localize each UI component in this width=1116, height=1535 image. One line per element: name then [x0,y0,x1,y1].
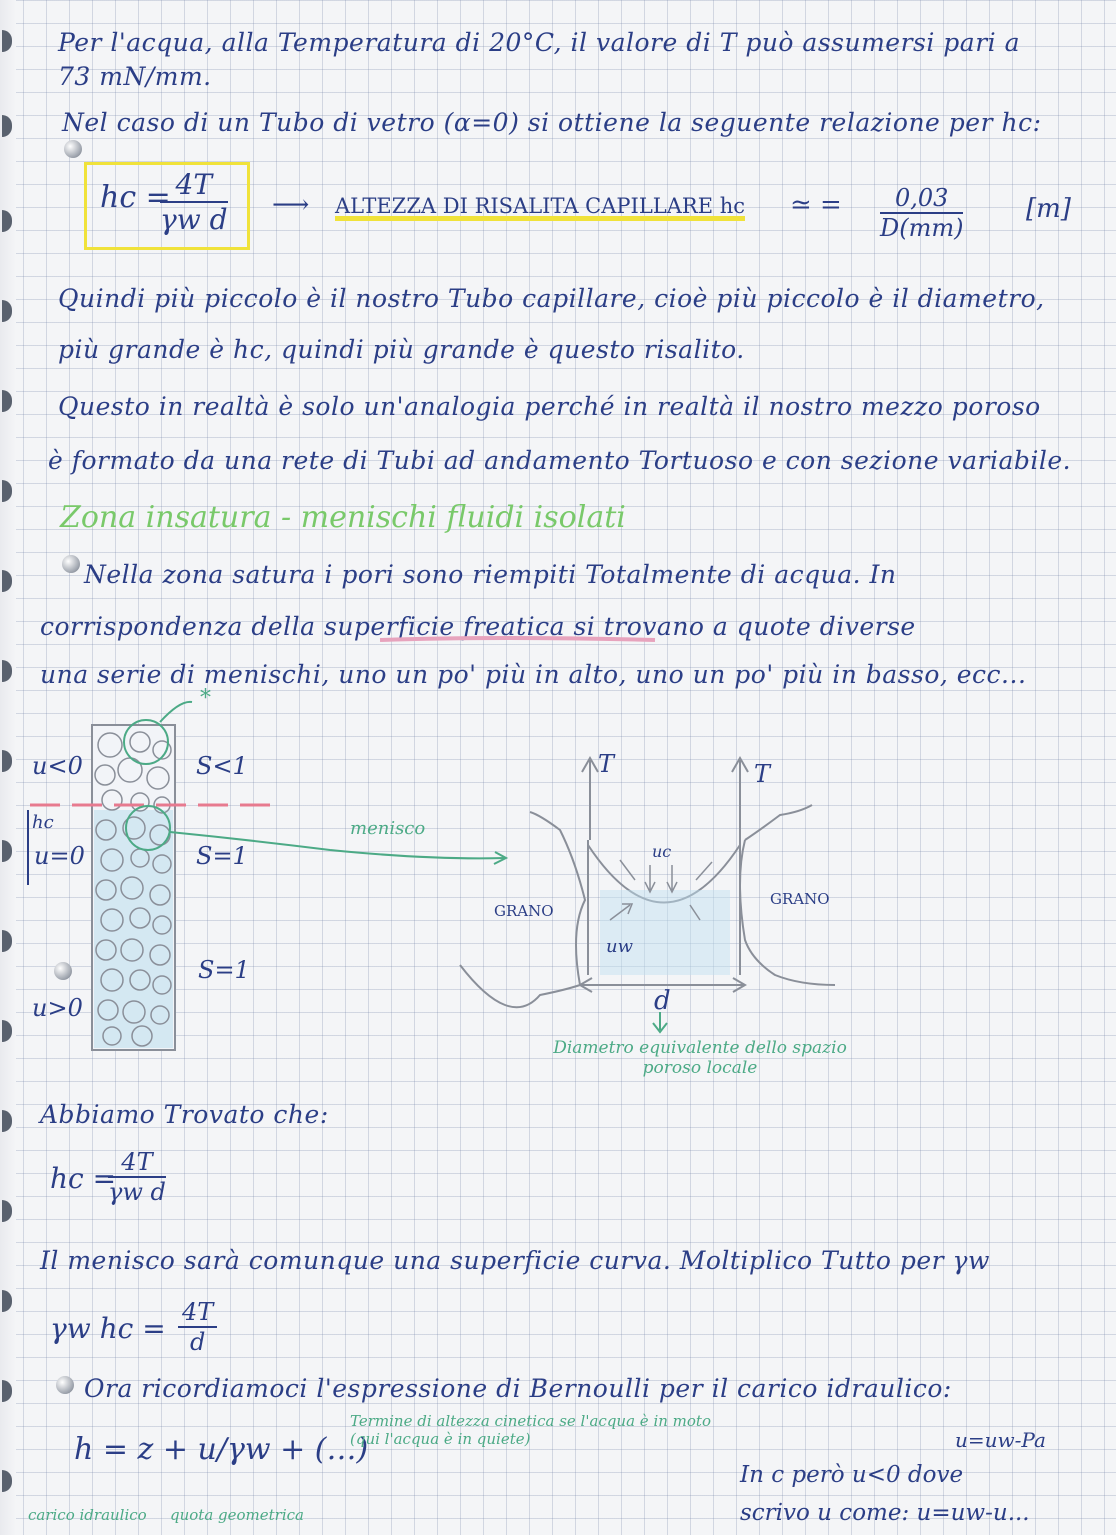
text-line: Ora ricordiamoci l'espressione di Bernoulli per il carico idraulico: [84,1374,952,1403]
fraction-denominator: D(mm) [880,214,964,242]
label-tension-left: T [598,750,615,778]
bernoulli-formula: h = z + u/γw + (…) [74,1432,369,1467]
label-uc: uc [652,842,672,861]
text-line: una serie di menischi, uno un po' più in alto, uno un po' più in basso, ecc... [40,660,1027,689]
kinetic-term-note: Termine di altezza cinetica se l'acqua è in moto (qui l'acqua è in quiete) [350,1412,711,1448]
label-diameter-note: Diametro equivalente dello spazio poroso locale [553,1038,847,1078]
pressure-definition: u=uw-Pa [955,1428,1046,1452]
label-s-1: S=1 [196,842,248,870]
label-s-eq-1: S=1 [198,956,250,984]
pointer-arrow [160,702,192,722]
text-line: corrispondenza della superficie freatica si trovano a quote diverse [40,612,916,641]
label-hc: hc [32,812,54,833]
fraction-numerator: 0,03 [880,184,963,214]
side-note: scrivo u come: u=uw-u... [740,1500,1030,1526]
text-line: più grande è hc, quindi più grande è questo risalito. [58,335,745,364]
unit-label: [m] [1026,194,1071,224]
label-grano-left: GRANO [494,902,554,920]
label-hydraulic-head: carico idraulico [28,1506,147,1524]
text-line: Per l'acqua, alla Temperatura di 20°C, il valore di T può assumersi pari a [58,28,1021,57]
formula-label: ALTEZZA DI RISALITA CAPILLARE hc [335,194,745,218]
fraction-denominator: d [189,1328,206,1356]
text-line: Nel caso di un Tubo di vetro (α=0) si ottiene la seguente relazione per hc: [62,108,1042,137]
fraction-numerator: 4T [160,168,228,203]
label-u-positive: u>0 [32,994,83,1022]
label-uw: uw [606,936,633,957]
section-heading: Zona insatura - menischi fluidi isolati [60,500,626,535]
text-line: 73 mN/mm. [58,62,212,91]
text-line: Nella zona satura i pori sono riempiti Totalmente di acqua. In [84,560,897,589]
label-grano-right: GRANO [770,890,830,908]
fraction-numerator: 4T [108,1148,166,1178]
highlight-underline [380,638,655,640]
text-line: Abbiamo Trovato che: [40,1100,329,1129]
formula-fraction [108,1148,166,1206]
label-s-less-1: S<1 [196,752,248,780]
formula-lhs: hc = [100,180,171,215]
label-menisco: menisco [350,818,426,839]
fraction-denominator: γw d [160,203,228,236]
label-u-negative: u<0 [32,752,83,780]
formula-lhs: γw hc = [50,1312,166,1345]
label-tension-right: T [754,760,771,788]
fraction-numerator: 4T [178,1298,217,1328]
water-zone [600,890,730,975]
formula-fraction [178,1298,217,1356]
formula-lhs: hc = [50,1162,117,1195]
label-u-zero: u=0 [34,842,85,870]
fraction-denominator: γw d [108,1178,166,1206]
text-line: Quindi più piccolo è il nostro Tubo capillare, cioè più piccolo è il diametro, [58,284,1045,313]
label-elevation-head: quota geometrica [170,1506,304,1524]
label-diameter: d [654,986,671,1016]
approx-sign: ≃ = [790,190,842,220]
side-note: In c però u<0 dove [740,1462,964,1488]
text-line: è formato da una rete di Tubi ad andamento Tortuoso e con sezione variabile. [48,446,1072,475]
text-line: Questo in realtà è solo un'analogia perché in realtà il nostro mezzo poroso [58,392,1041,421]
star-label: * [200,686,211,711]
text-line: Il menisco sarà comunque una superficie curva. Moltiplico Tutto per γw [40,1246,990,1275]
arrow-icon: ⟶ [272,190,310,220]
